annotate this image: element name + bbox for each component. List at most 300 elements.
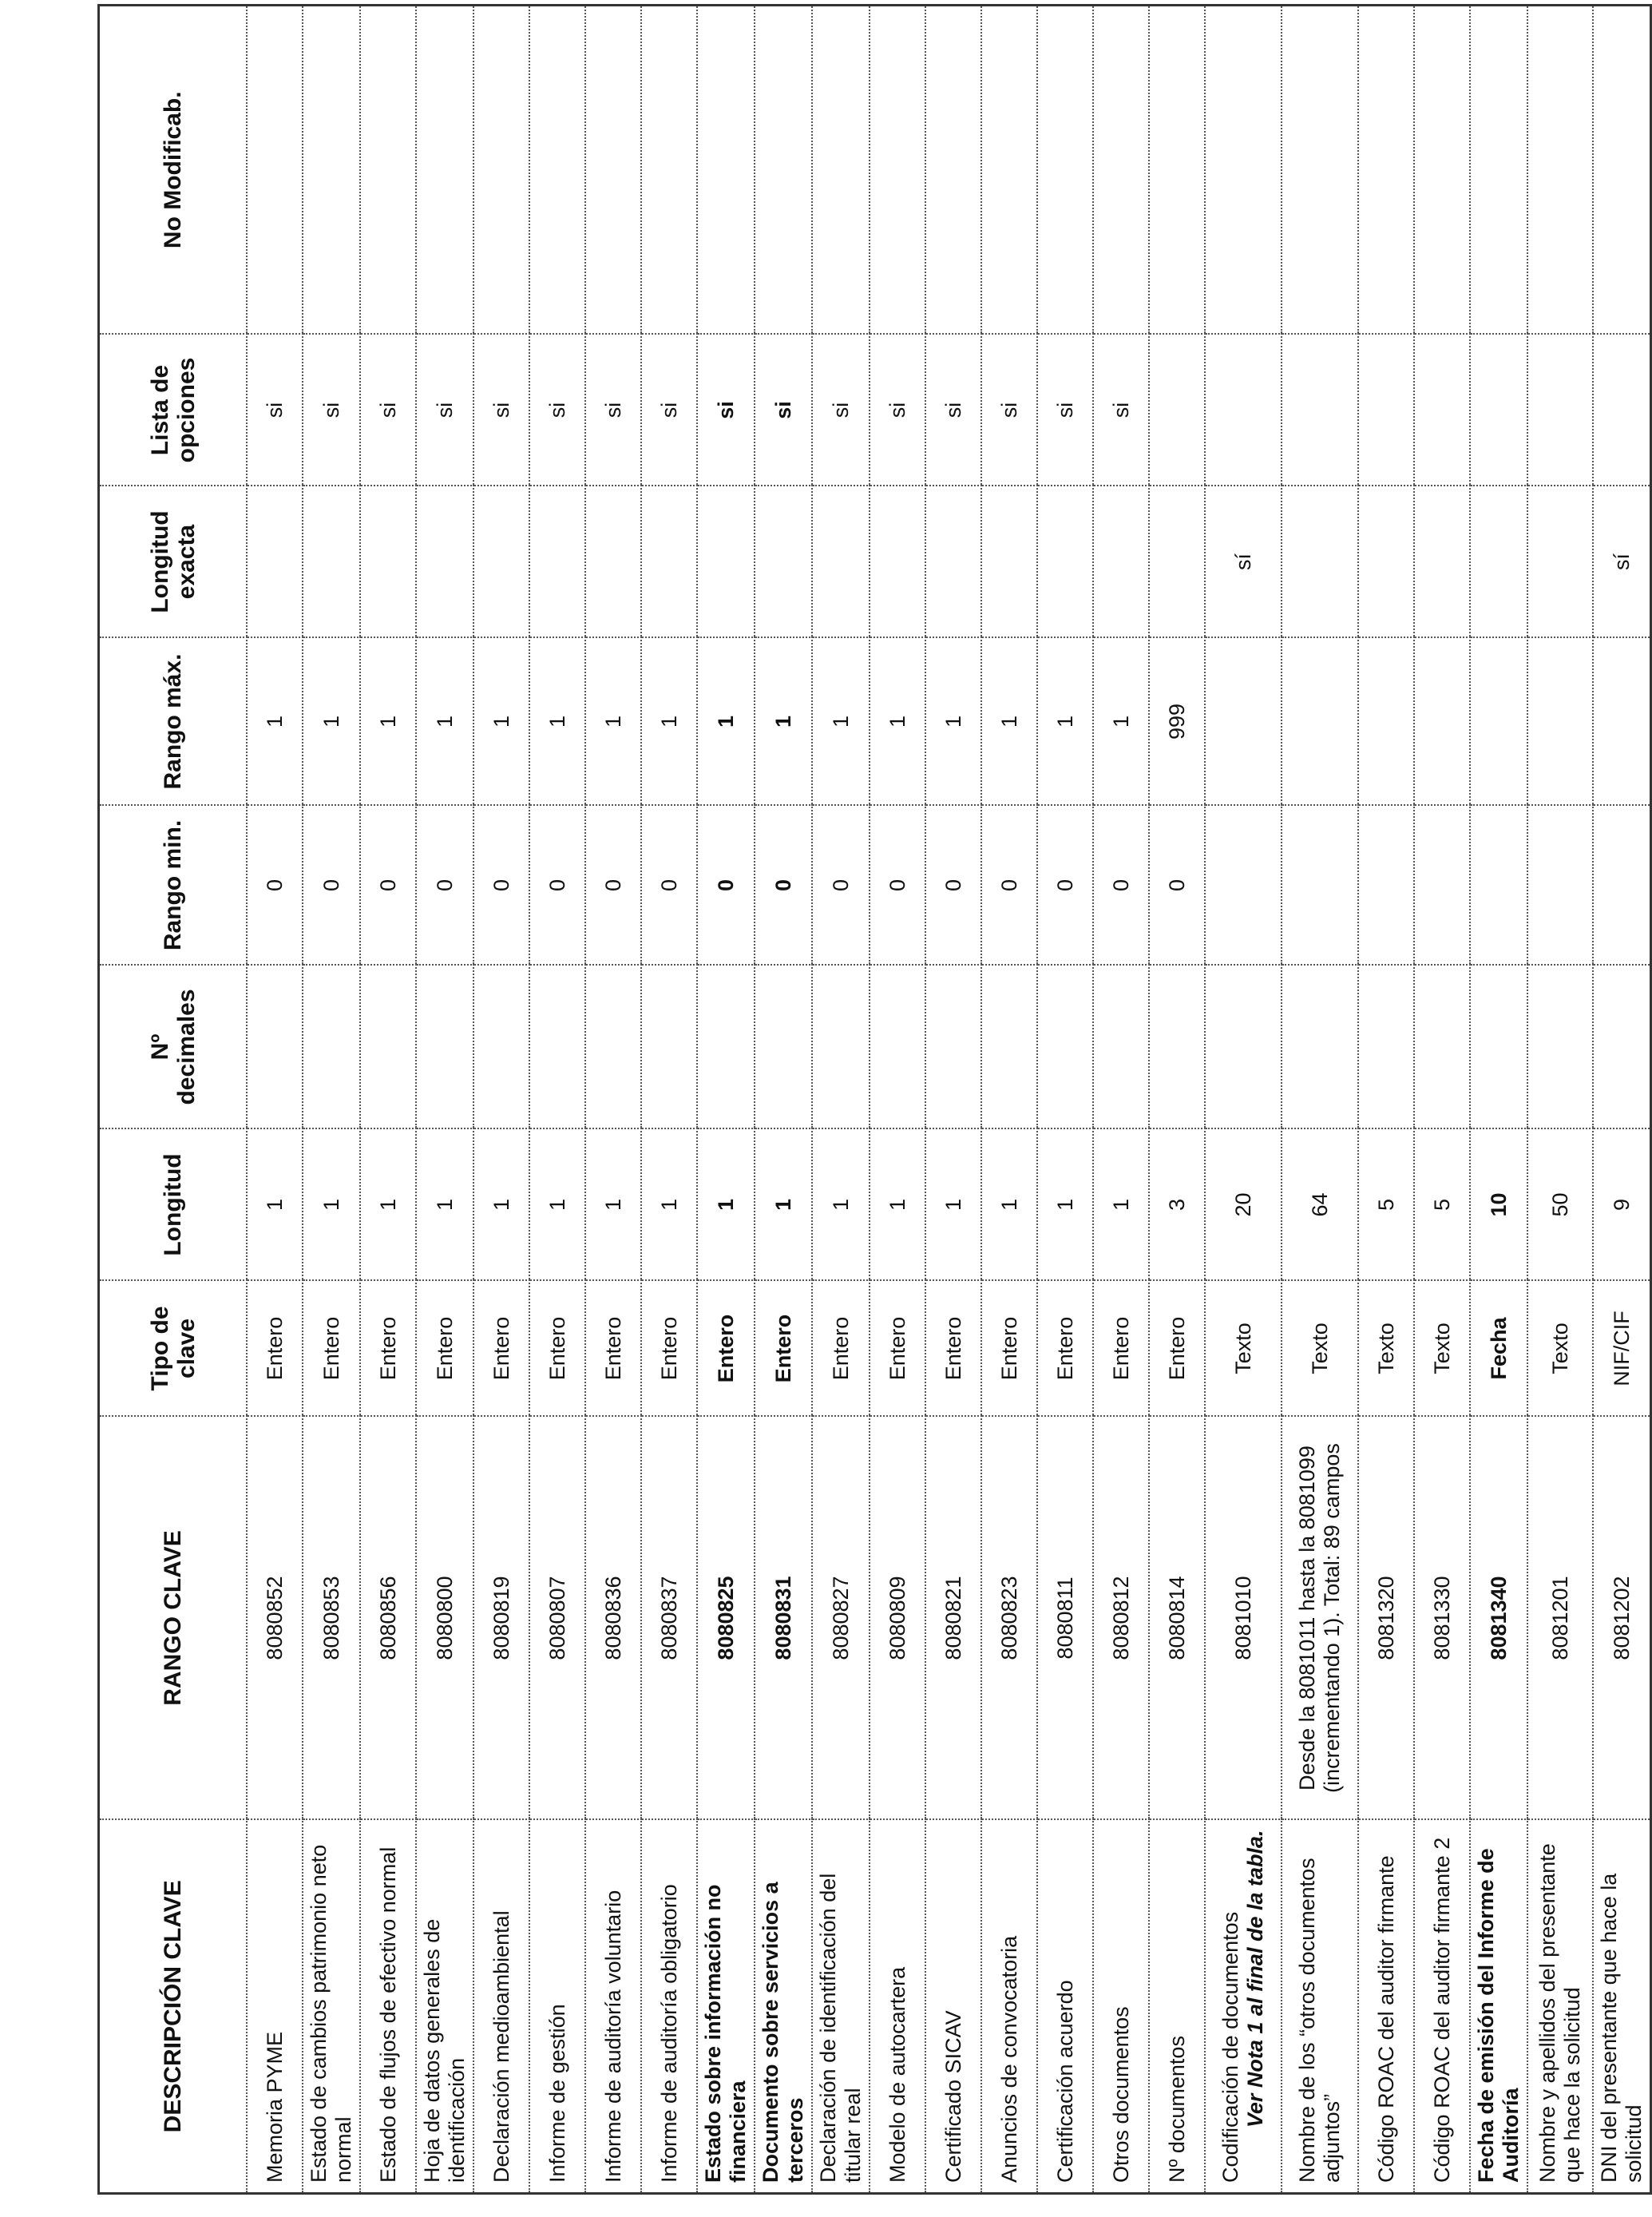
cell-rango-clave	[360, 1417, 416, 1820]
cell-no-modificable	[1093, 6, 1149, 335]
cell-rango-max-text: 1	[656, 715, 681, 728]
cell-longitud	[1205, 1129, 1282, 1281]
cell-longitud-text: 1	[885, 1198, 909, 1212]
cell-lista-opciones	[1358, 335, 1414, 486]
cell-rango-clave-text: 8080809	[885, 1576, 909, 1660]
cell-lista-opciones-text: si	[885, 402, 909, 418]
cell-lista-opciones	[1470, 335, 1527, 486]
cell-lista-opciones	[360, 335, 416, 486]
cell-longitud	[1470, 1129, 1527, 1281]
cell-longitud-text: 50	[1547, 1192, 1572, 1217]
cell-longitud-text: 1	[996, 1198, 1021, 1212]
cell-tipo-clave-text: Texto	[1373, 1323, 1398, 1374]
cell-lista-opciones-text: si	[656, 402, 681, 418]
cell-tipo-clave	[585, 1281, 641, 1417]
cell-decimales	[641, 966, 697, 1129]
cell-lista-opciones-text: si	[600, 402, 625, 418]
cell-lista-opciones-text: si	[996, 402, 1021, 418]
cell-rango-max-text: 1	[489, 715, 513, 728]
cell-tipo-clave-text: Entero	[1164, 1316, 1189, 1381]
cell-rango-min	[1282, 806, 1358, 966]
cell-no-modificable	[247, 6, 303, 335]
cell-rango-min-text: 0	[996, 878, 1021, 892]
rotated-table-container	[97, 6, 1646, 2195]
cell-no-modificable	[360, 6, 416, 335]
cell-longitud-text: 1	[600, 1198, 625, 1212]
cell-rango-min	[303, 806, 360, 966]
cell-decimales	[303, 966, 360, 1129]
cell-longitud	[1282, 1129, 1358, 1281]
cell-rango-clave	[1205, 1417, 1282, 1820]
cell-rango-clave	[641, 1417, 697, 1820]
table-row	[360, 6, 416, 2194]
cell-lista-opciones-text: si	[375, 402, 400, 418]
cell-longitud-exacta	[1037, 486, 1093, 638]
cell-descripcion	[247, 1820, 303, 2194]
cell-descripcion-text: Documento sobre servicios a terceros	[759, 1882, 807, 2183]
cell-rango-clave-text: 8080836	[600, 1576, 625, 1660]
cell-rango-max-text: 1	[941, 715, 965, 728]
cell-no-modificable	[1282, 6, 1358, 335]
cell-tipo-clave	[1093, 1281, 1149, 1417]
cell-decimales	[1470, 966, 1527, 1129]
cell-decimales	[925, 966, 981, 1129]
cell-longitud	[1149, 1129, 1205, 1281]
cell-no-modificable	[1358, 6, 1414, 335]
cell-longitud	[360, 1129, 416, 1281]
cell-lista-opciones	[529, 335, 585, 486]
cell-descripcion-text: Hoja de datos generales de identificación	[420, 1918, 469, 2183]
cell-rango-max-text: 1	[1108, 715, 1133, 728]
cell-longitud-exacta	[1282, 486, 1358, 638]
cell-lista-opciones	[925, 335, 981, 486]
cell-rango-max-text: 1	[885, 715, 909, 728]
cell-longitud	[1527, 1129, 1593, 1281]
cell-rango-max	[925, 638, 981, 806]
cell-longitud-exacta	[1149, 486, 1205, 638]
cell-tipo-clave	[697, 1281, 755, 1417]
cell-descripcion-text: Nº documentos	[1164, 2036, 1189, 2183]
cell-rango-min	[1037, 806, 1093, 966]
cell-longitud-exacta	[925, 486, 981, 638]
cell-no-modificable	[1149, 6, 1205, 335]
header-row	[99, 6, 248, 2194]
cell-rango-min	[697, 806, 755, 966]
cell-rango-max	[1527, 638, 1593, 806]
header-tipo-clave: Tipo de clave	[99, 1281, 248, 1417]
table-row	[1414, 6, 1470, 2194]
cell-descripcion-text: Otros documentos	[1108, 2006, 1133, 2183]
cell-descripcion	[473, 1820, 529, 2194]
table-row	[1282, 6, 1358, 2194]
cell-tipo-clave-text: Entero	[432, 1316, 457, 1381]
cell-tipo-clave	[755, 1281, 812, 1417]
cell-tipo-clave	[1593, 1281, 1651, 1417]
cell-rango-max-text: 1	[319, 715, 343, 728]
cell-longitud-exacta	[247, 486, 303, 638]
cell-descripcion-text: Codificación de documentos	[1218, 1911, 1242, 2183]
cell-rango-clave-text: 8081320	[1373, 1576, 1398, 1660]
cell-lista-opciones-text: si	[262, 402, 287, 418]
cell-rango-clave	[1149, 1417, 1205, 1820]
cell-longitud-text: 1	[262, 1198, 287, 1212]
cell-rango-clave	[1093, 1417, 1149, 1820]
cell-descripcion	[870, 1820, 925, 2194]
table-header	[99, 6, 248, 2194]
cell-rango-clave-text: 8080800	[432, 1576, 457, 1660]
cell-rango-min	[1093, 806, 1149, 966]
cell-longitud-exacta	[1593, 486, 1651, 638]
table-row	[1149, 6, 1205, 2194]
cell-rango-max	[1282, 638, 1358, 806]
table-row	[1527, 6, 1593, 2194]
table-row	[1470, 6, 1527, 2194]
cell-descripcion	[1205, 1820, 1282, 2194]
cell-descripcion	[1358, 1820, 1414, 2194]
cell-descripcion	[812, 1820, 870, 2194]
cell-longitud-exacta	[1470, 486, 1527, 638]
cell-lista-opciones	[416, 335, 473, 486]
cell-descripcion-text: Declaración de identificación del titular real	[816, 1873, 865, 2183]
cell-tipo-clave-text: Texto	[1230, 1323, 1255, 1374]
table-row	[1205, 6, 1282, 2194]
cell-descripcion-text: Nombre y apellidos del presentante que hace la solicitud	[1535, 1843, 1584, 2183]
cell-tipo-clave	[1470, 1281, 1527, 1417]
cell-descripcion-text: Estado de cambios patrimonio neto normal	[307, 1844, 355, 2183]
cell-lista-opciones-text: si	[771, 401, 795, 419]
cell-longitud	[981, 1129, 1037, 1281]
cell-rango-clave	[755, 1417, 812, 1820]
cell-rango-min	[529, 806, 585, 966]
cell-longitud-text: 1	[828, 1198, 853, 1212]
cell-rango-max	[360, 638, 416, 806]
cell-descripcion	[1282, 1820, 1358, 2194]
cell-rango-max-text: 1	[996, 715, 1021, 728]
cell-no-modificable	[1470, 6, 1527, 335]
cell-rango-max	[1470, 638, 1527, 806]
cell-rango-clave-text: 8080852	[262, 1576, 287, 1660]
cell-decimales	[1593, 966, 1651, 1129]
cell-tipo-clave-text: Entero	[375, 1316, 400, 1381]
table-row	[812, 6, 870, 2194]
cell-rango-min	[981, 806, 1037, 966]
cell-rango-clave-text: 8080853	[319, 1576, 343, 1660]
cell-descripcion	[585, 1820, 641, 2194]
cell-rango-min-text: 0	[489, 878, 513, 892]
cell-decimales	[697, 966, 755, 1129]
cell-rango-min	[1470, 806, 1527, 966]
cell-lista-opciones	[585, 335, 641, 486]
cell-decimales	[1149, 966, 1205, 1129]
cell-rango-max	[755, 638, 812, 806]
cell-tipo-clave-text: Entero	[489, 1316, 513, 1381]
cell-descripcion-text: DNI del presentante que hace la solicitud	[1597, 1873, 1646, 2183]
cell-rango-max-text: 1	[713, 715, 738, 728]
cell-tipo-clave-text: Entero	[319, 1316, 343, 1381]
cell-rango-min-text: 0	[885, 878, 909, 892]
cell-descripcion	[1149, 1820, 1205, 2194]
header-no-modificable: No Modificab.	[99, 6, 248, 335]
cell-descripcion-text: Declaración medioambiental	[489, 1910, 513, 2183]
cell-descripcion-text: Fecha de emisión del Informe de Auditoría	[1474, 1848, 1523, 2183]
cell-longitud-text: 9	[1609, 1198, 1634, 1212]
cell-tipo-clave-text: Entero	[828, 1316, 853, 1381]
cell-tipo-clave-text: Entero	[262, 1316, 287, 1381]
cell-descripcion	[697, 1820, 755, 2194]
cell-longitud	[1358, 1129, 1414, 1281]
header-rango-clave: RANGO CLAVE	[99, 1417, 248, 1820]
cell-lista-opciones-text: si	[941, 402, 965, 418]
cell-longitud	[1414, 1129, 1470, 1281]
cell-lista-opciones-text: si	[489, 402, 513, 418]
cell-decimales	[1414, 966, 1470, 1129]
table-row	[981, 6, 1037, 2194]
cell-longitud-text: 1	[941, 1198, 965, 1212]
cell-rango-max	[870, 638, 925, 806]
cell-descripcion	[303, 1820, 360, 2194]
cell-longitud	[812, 1129, 870, 1281]
cell-tipo-clave-text: Entero	[656, 1316, 681, 1381]
cell-rango-max	[1593, 638, 1651, 806]
cell-rango-max	[812, 638, 870, 806]
cell-tipo-clave	[303, 1281, 360, 1417]
cell-longitud	[1593, 1129, 1651, 1281]
cell-tipo-clave	[529, 1281, 585, 1417]
cell-lista-opciones-text: si	[828, 402, 853, 418]
cell-lista-opciones	[870, 335, 925, 486]
cell-rango-max	[416, 638, 473, 806]
cell-descripcion-text: Anuncios de convocatoria	[996, 1935, 1021, 2183]
cell-longitud-text: 1	[713, 1198, 738, 1212]
cell-no-modificable	[1527, 6, 1593, 335]
cell-longitud	[1037, 1129, 1093, 1281]
cell-rango-min-text: 0	[828, 878, 853, 892]
cell-descripcion	[529, 1820, 585, 2194]
cell-rango-clave-text: 8081340	[1486, 1576, 1511, 1660]
cell-longitud-exacta-text: sí	[1609, 553, 1634, 571]
cell-rango-clave	[1470, 1417, 1527, 1820]
cell-decimales	[870, 966, 925, 1129]
cell-rango-clave	[585, 1417, 641, 1820]
cell-rango-clave-text: 8081010	[1230, 1576, 1255, 1660]
cell-longitud	[303, 1129, 360, 1281]
cell-no-modificable	[755, 6, 812, 335]
table-row	[247, 6, 303, 2194]
cell-longitud-text: 1	[771, 1198, 795, 1212]
cell-rango-min-text: 0	[262, 878, 287, 892]
cell-tipo-clave-text: Texto	[1429, 1323, 1454, 1374]
cell-lista-opciones	[303, 335, 360, 486]
cell-lista-opciones	[1205, 335, 1282, 486]
table-row	[755, 6, 812, 2194]
cell-rango-min	[870, 806, 925, 966]
cell-rango-clave	[870, 1417, 925, 1820]
cell-decimales	[1527, 966, 1593, 1129]
cell-lista-opciones-text: si	[432, 402, 457, 418]
cell-tipo-clave-text: Fecha	[1486, 1317, 1511, 1380]
cell-rango-clave-text: 8080837	[656, 1576, 681, 1660]
cell-lista-opciones	[755, 335, 812, 486]
cell-descripcion	[641, 1820, 697, 2194]
cell-rango-clave	[925, 1417, 981, 1820]
cell-tipo-clave	[1205, 1281, 1282, 1417]
cell-rango-min-text: 0	[600, 878, 625, 892]
cell-decimales	[1358, 966, 1414, 1129]
cell-longitud	[641, 1129, 697, 1281]
header-lista-opciones: Lista de opciones	[99, 335, 248, 486]
cell-lista-opciones	[812, 335, 870, 486]
cell-decimales	[247, 966, 303, 1129]
cell-rango-clave-text: 8081202	[1609, 1576, 1634, 1660]
cell-longitud	[870, 1129, 925, 1281]
cell-longitud	[247, 1129, 303, 1281]
cell-rango-clave	[247, 1417, 303, 1820]
cell-rango-clave-text: 8080827	[828, 1576, 853, 1660]
cell-longitud-text: 10	[1486, 1192, 1511, 1217]
cell-longitud	[1093, 1129, 1149, 1281]
cell-rango-max	[1037, 638, 1093, 806]
cell-tipo-clave-text: Entero	[545, 1316, 569, 1381]
cell-decimales	[812, 966, 870, 1129]
cell-no-modificable	[303, 6, 360, 335]
cell-rango-min	[247, 806, 303, 966]
cell-tipo-clave-text: Entero	[600, 1316, 625, 1381]
table-row	[870, 6, 925, 2194]
cell-longitud-text: 5	[1429, 1198, 1454, 1212]
cell-longitud-text: 1	[432, 1198, 457, 1212]
cell-longitud-text: 1	[375, 1198, 400, 1212]
table-row	[1037, 6, 1093, 2194]
cell-longitud	[529, 1129, 585, 1281]
cell-descripcion-text: Certificación acuerdo	[1052, 1980, 1077, 2183]
cell-longitud-text: 1	[319, 1198, 343, 1212]
cell-rango-max	[529, 638, 585, 806]
cell-rango-clave	[416, 1417, 473, 1820]
cell-tipo-clave-text: NIF/CIF	[1609, 1311, 1634, 1386]
cell-descripcion	[1593, 1820, 1651, 2194]
cell-lista-opciones	[1414, 335, 1470, 486]
cell-tipo-clave-text: Texto	[1307, 1323, 1332, 1374]
header-rango-max: Rango máx.	[99, 638, 248, 806]
cell-rango-max	[1149, 638, 1205, 806]
cell-no-modificable	[1205, 6, 1282, 335]
cell-descripcion	[1037, 1820, 1093, 2194]
cell-rango-clave-text: 8080814	[1164, 1576, 1189, 1660]
cell-decimales	[1205, 966, 1282, 1129]
cell-rango-min	[755, 806, 812, 966]
cell-longitud	[697, 1129, 755, 1281]
cell-longitud-exacta	[416, 486, 473, 638]
cell-rango-max	[1358, 638, 1414, 806]
cell-rango-clave	[303, 1417, 360, 1820]
cell-longitud-text: 5	[1373, 1198, 1398, 1212]
cell-longitud	[585, 1129, 641, 1281]
cell-rango-max-text: 1	[771, 715, 795, 728]
cell-rango-clave-text: Desde la 8081011 hasta la 8081099 (incrementando 1). Total: 89 campos	[1295, 1443, 1344, 1793]
cell-rango-clave-text: 8080812	[1108, 1576, 1133, 1660]
cell-descripcion-text: Memoria PYME	[262, 2031, 287, 2183]
cell-decimales	[755, 966, 812, 1129]
cell-tipo-clave-text: Entero	[1108, 1316, 1133, 1381]
cell-rango-clave	[1358, 1417, 1414, 1820]
table-body	[247, 6, 1651, 2194]
cell-tipo-clave	[416, 1281, 473, 1417]
cell-rango-max-text: 1	[432, 715, 457, 728]
cell-rango-clave	[473, 1417, 529, 1820]
cell-tipo-clave	[1414, 1281, 1470, 1417]
cell-rango-min-text: 0	[545, 878, 569, 892]
cell-rango-min-text: 0	[1052, 878, 1077, 892]
cell-lista-opciones	[247, 335, 303, 486]
cell-rango-min-text: 0	[771, 878, 795, 892]
cell-longitud-exacta	[755, 486, 812, 638]
cell-rango-min	[1414, 806, 1470, 966]
cell-rango-clave	[529, 1417, 585, 1820]
cell-longitud-exacta	[812, 486, 870, 638]
cell-rango-clave	[981, 1417, 1037, 1820]
cell-rango-min	[585, 806, 641, 966]
cell-descripcion	[755, 1820, 812, 2194]
cell-longitud	[416, 1129, 473, 1281]
cell-rango-min	[360, 806, 416, 966]
cell-rango-max-text: 1	[1052, 715, 1077, 728]
cell-no-modificable	[416, 6, 473, 335]
cell-longitud-exacta	[1414, 486, 1470, 638]
cell-longitud-exacta	[585, 486, 641, 638]
cell-rango-clave-text: 8080821	[941, 1576, 965, 1660]
cell-rango-max	[1205, 638, 1282, 806]
cell-longitud-exacta	[1358, 486, 1414, 638]
cell-rango-max-text: 1	[375, 715, 400, 728]
cell-longitud-exacta	[697, 486, 755, 638]
cell-rango-min	[473, 806, 529, 966]
cell-longitud-text: 3	[1164, 1198, 1189, 1212]
cell-rango-min	[1593, 806, 1651, 966]
cell-tipo-clave-text: Entero	[771, 1314, 795, 1383]
table-row	[585, 6, 641, 2194]
cell-rango-clave	[812, 1417, 870, 1820]
cell-rango-min-text: 0	[713, 878, 738, 892]
cell-rango-max	[473, 638, 529, 806]
cell-rango-min-text: 0	[1164, 878, 1189, 892]
table-row	[641, 6, 697, 2194]
cell-longitud-text: 1	[656, 1198, 681, 1212]
cell-tipo-clave	[870, 1281, 925, 1417]
cell-rango-clave	[1593, 1417, 1651, 1820]
cell-tipo-clave-text: Entero	[996, 1316, 1021, 1381]
cell-rango-min	[416, 806, 473, 966]
cell-lista-opciones-text: si	[1052, 402, 1077, 418]
cell-rango-clave-text: 8080819	[489, 1576, 513, 1660]
cell-rango-clave-text: 8080811	[1052, 1576, 1077, 1660]
cell-descripcion-text: Nombre de los “otros documentos adjuntos”	[1295, 1858, 1344, 2183]
cell-longitud-exacta	[870, 486, 925, 638]
cell-rango-min-text: 0	[432, 878, 457, 892]
cell-tipo-clave	[1282, 1281, 1358, 1417]
cell-lista-opciones	[473, 335, 529, 486]
cell-descripcion-text: Informe de auditoría obligatorio	[656, 1884, 681, 2183]
cell-descripcion-text: Estado sobre información no financiera	[701, 1884, 750, 2183]
cell-tipo-clave-text: Entero	[1052, 1316, 1077, 1381]
table-row	[1093, 6, 1149, 2194]
cell-tipo-clave	[1358, 1281, 1414, 1417]
cell-descripcion	[1527, 1820, 1593, 2194]
cell-tipo-clave	[812, 1281, 870, 1417]
cell-rango-clave-text: 8081330	[1429, 1576, 1454, 1660]
cell-rango-clave-text: 8080823	[996, 1576, 1021, 1660]
cell-rango-max	[697, 638, 755, 806]
cell-tipo-clave-text: Entero	[713, 1314, 738, 1383]
